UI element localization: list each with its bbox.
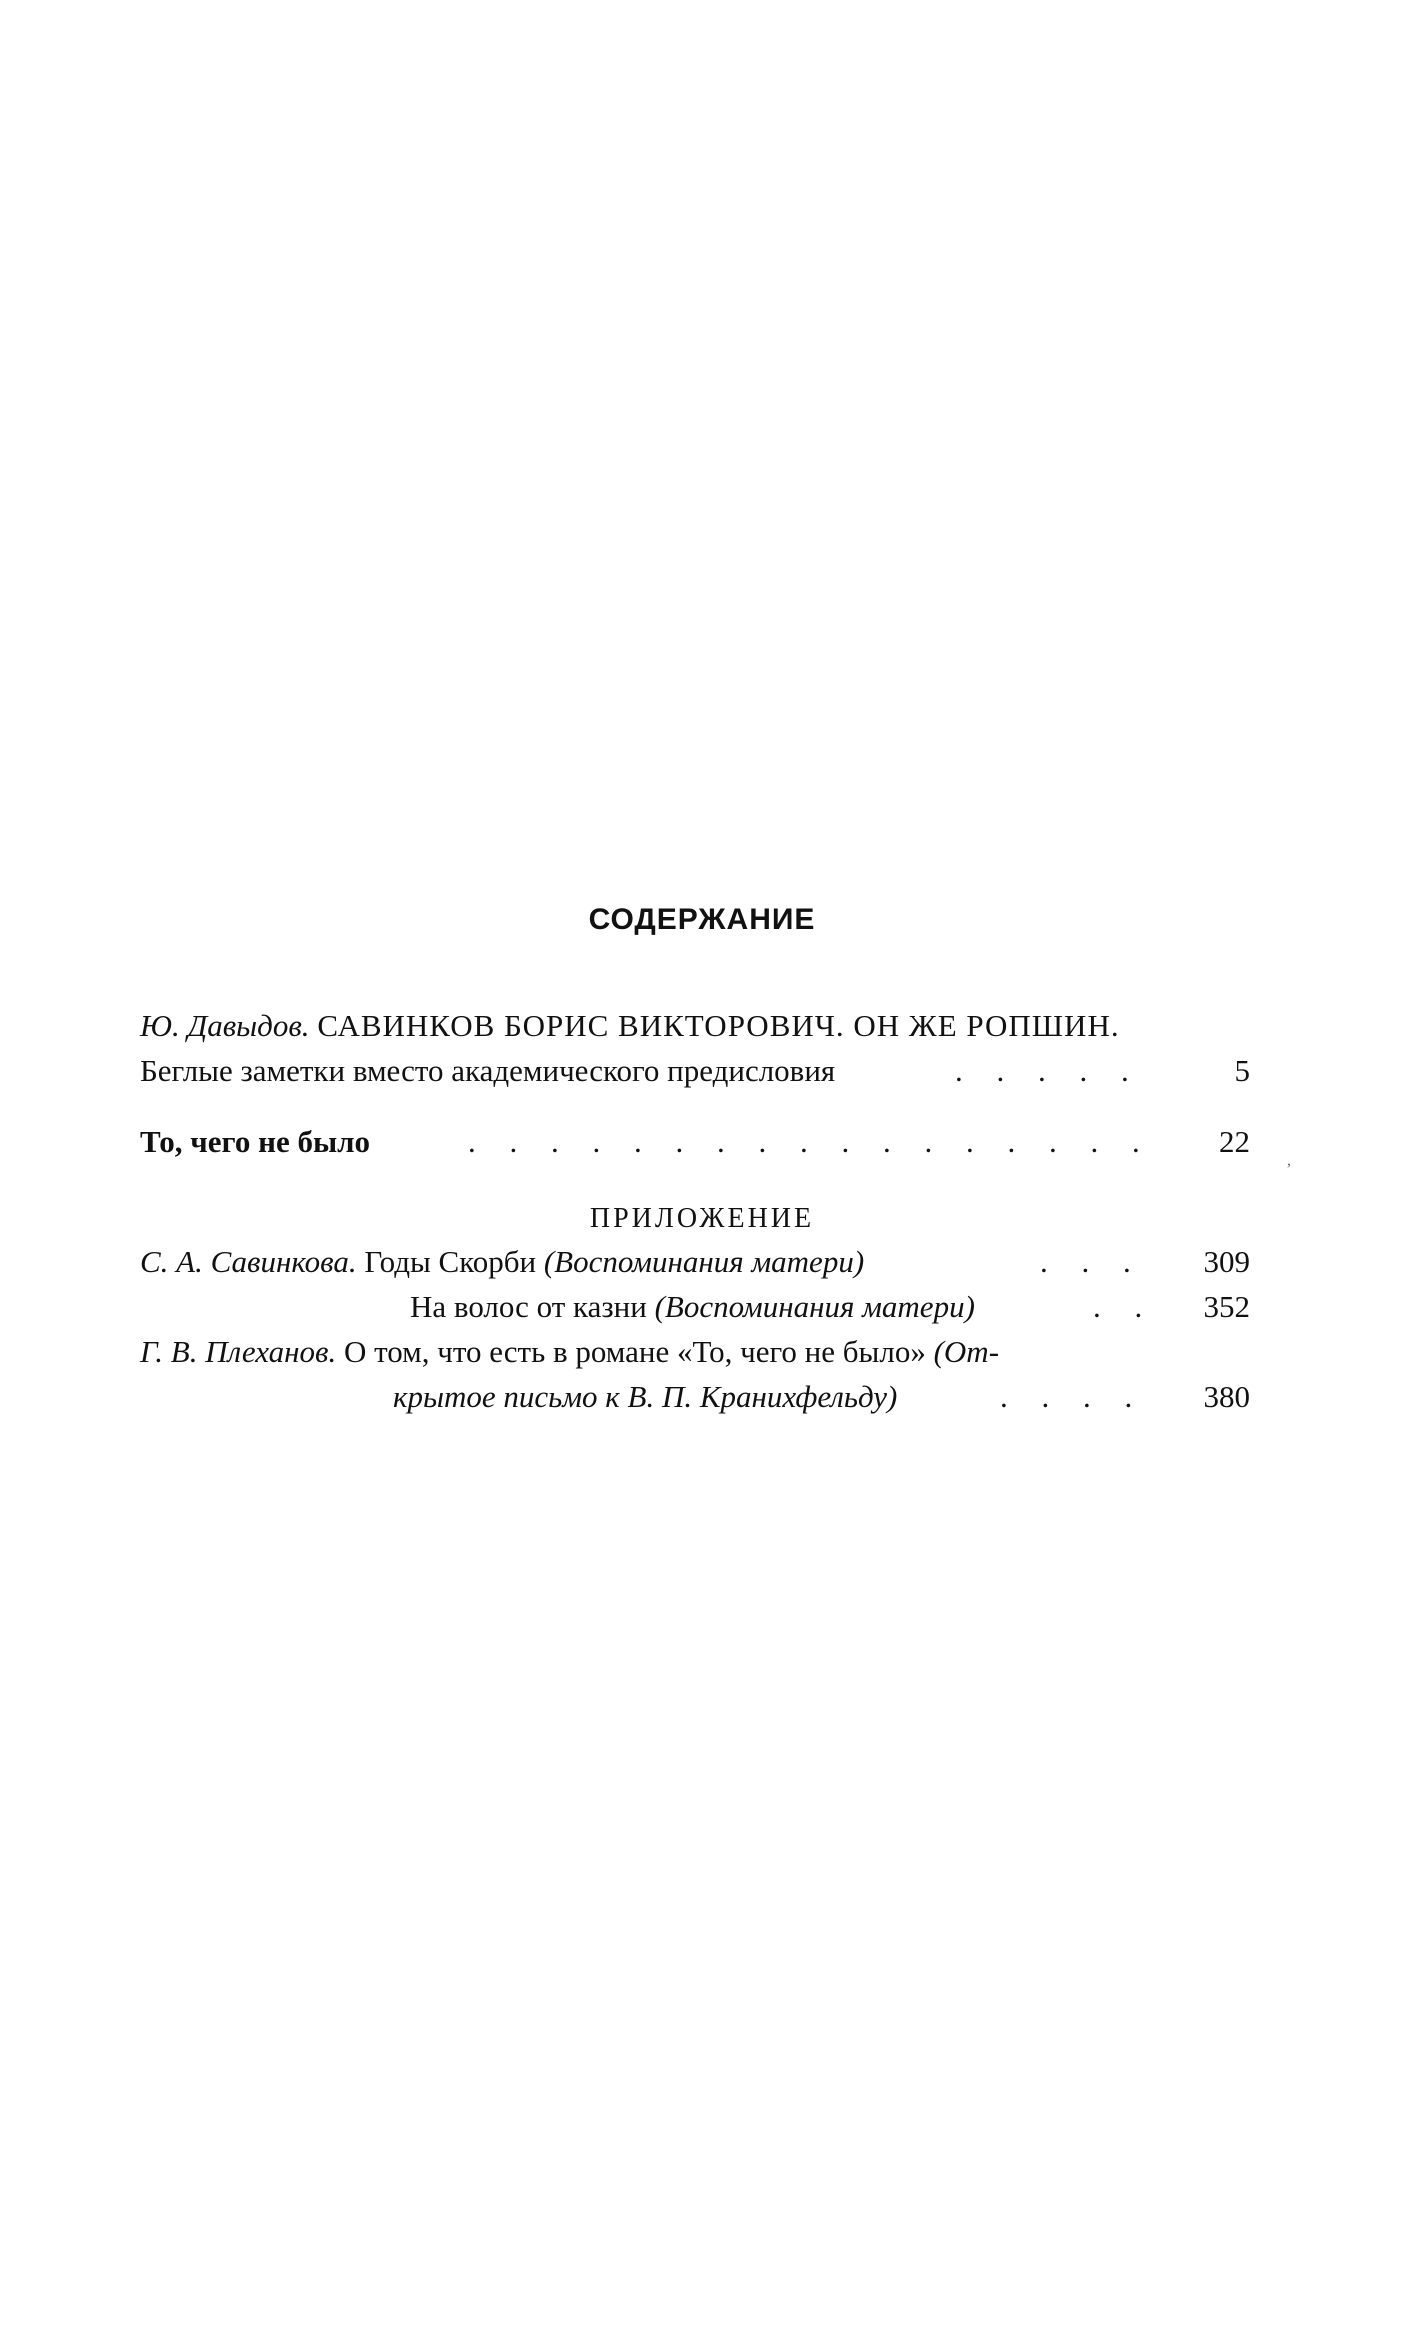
entry-title: САВИНКОВ БОРИС ВИКТОРОВИЧ. ОН ЖЕ РОПШИН. <box>317 1008 1120 1043</box>
item-note-continuation: крытое письмо к В. П. Кранихфельду) <box>393 1379 898 1414</box>
item-title: На волос от казни <box>410 1289 647 1324</box>
toc-heading: СОДЕРЖАНИЕ <box>588 903 816 936</box>
page-number: 22 <box>1219 1124 1250 1159</box>
item-note: (Воспоминания матери) <box>654 1289 975 1324</box>
appendix-item-plekhanov <box>140 1332 999 1372</box>
leader-dots: . . <box>1093 1289 1156 1324</box>
appendix-heading: ПРИЛОЖЕНИЕ <box>589 1203 815 1234</box>
entry-subtitle: Беглые заметки вместо академического предисловия <box>140 1053 836 1088</box>
appendix-item-savinkova-2 <box>410 1287 975 1327</box>
leader-dots: . . . <box>1040 1244 1144 1279</box>
item-title: Годы Скорби <box>364 1244 537 1279</box>
scan-mark: , <box>1287 1152 1291 1169</box>
item-title: О том, что есть в романе «То, чего не было» <box>343 1334 926 1369</box>
item-author: С. А. Савинкова. <box>140 1244 357 1279</box>
appendix-item-savinkova-1 <box>140 1242 864 1282</box>
page-number: 309 <box>1203 1244 1250 1279</box>
item-note: (От- <box>933 1334 1000 1369</box>
page-number: 5 <box>1234 1053 1250 1088</box>
toc-entry-main-novel: То, чего не было <box>140 1124 371 1159</box>
entry-author: Ю. Давыдов. <box>140 1008 310 1043</box>
leader-dots: . . . . . <box>955 1053 1142 1088</box>
toc-entry-davydov <box>140 1006 1120 1046</box>
page-number: 380 <box>1203 1379 1250 1414</box>
item-note: (Воспоминания матери) <box>543 1244 865 1279</box>
leader-dots: . . . . . . . . . . . . . . . . . <box>468 1124 1153 1159</box>
leader-dots: . . . . <box>1000 1379 1146 1414</box>
item-author: Г. В. Плеханов. <box>140 1334 337 1369</box>
page-number: 352 <box>1203 1289 1250 1324</box>
